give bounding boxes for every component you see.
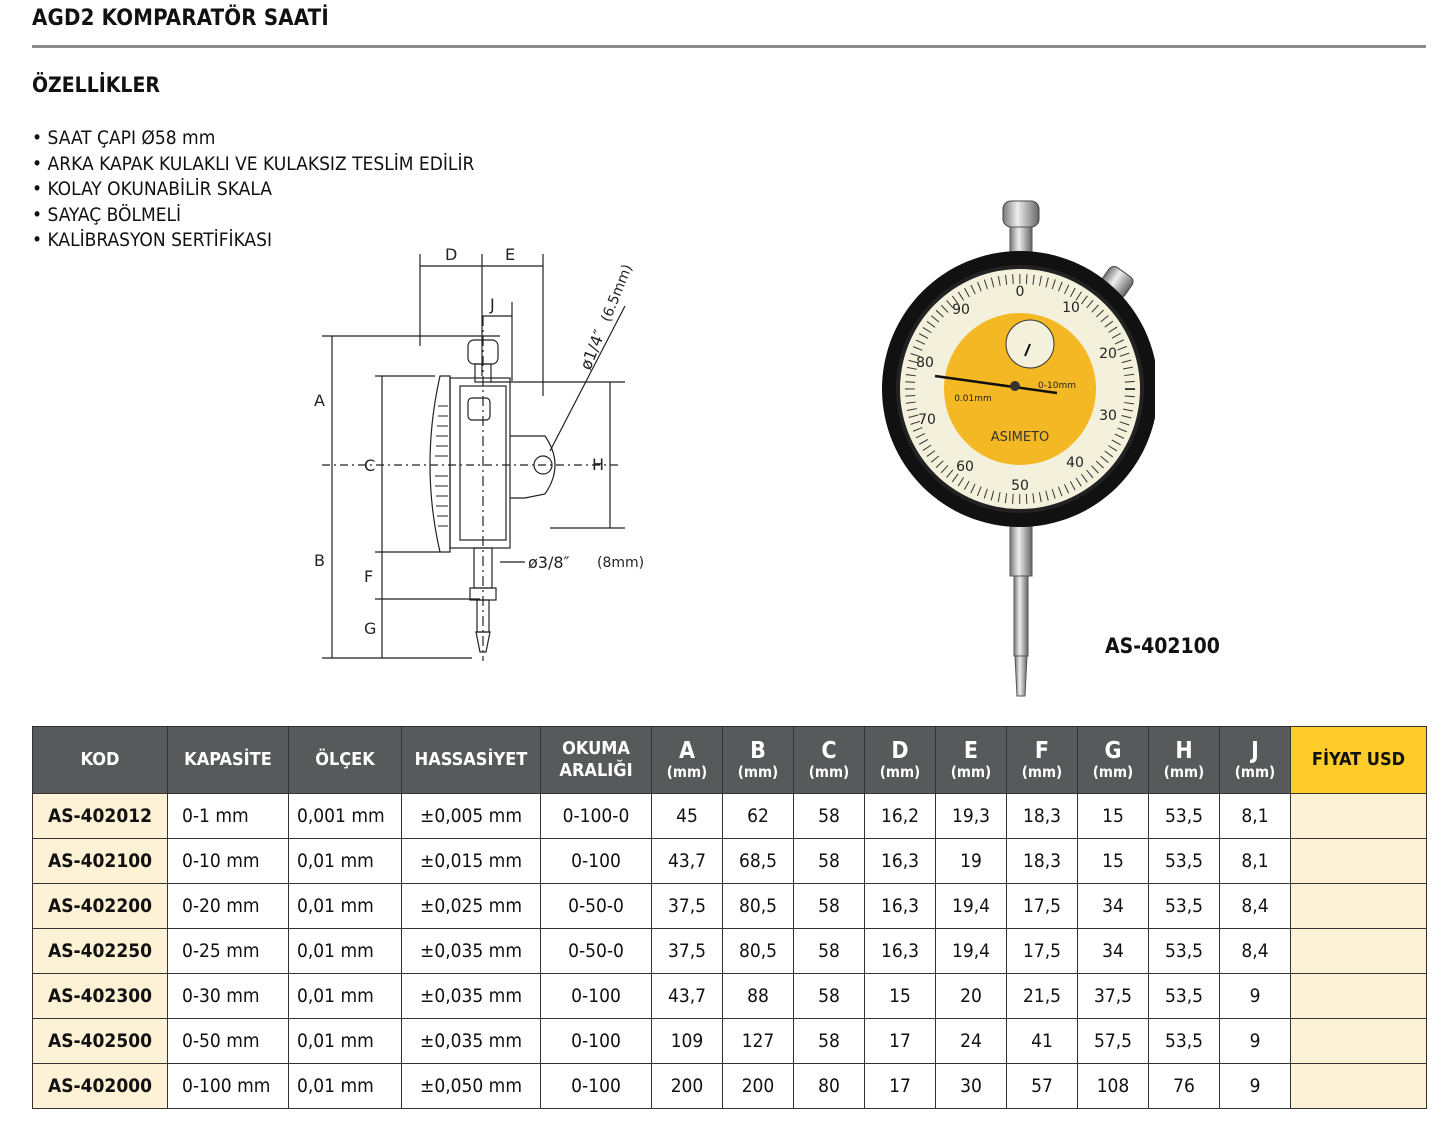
cell-e: 30 bbox=[936, 1064, 1007, 1109]
cell-g: 15 bbox=[1078, 839, 1149, 884]
feature-item: • KOLAY OKUNABİLİR SKALA bbox=[32, 177, 474, 203]
col-header-c: C (mm) bbox=[794, 727, 865, 794]
title-divider bbox=[32, 45, 1426, 48]
table-row bbox=[33, 794, 1427, 839]
table-header-row bbox=[33, 727, 1427, 794]
lug-spec: ø1/4″ bbox=[576, 326, 610, 373]
cell-b: 127 bbox=[723, 1019, 794, 1064]
cell-c: 58 bbox=[794, 884, 865, 929]
label-a: A bbox=[314, 391, 325, 410]
feature-item: • ARKA KAPAK KULAKLI VE KULAKSIZ TESLİM EDİLİR bbox=[32, 152, 474, 178]
cell-b: 62 bbox=[723, 794, 794, 839]
label-g: G bbox=[364, 619, 377, 638]
cell-olcek: 0,01 mm bbox=[289, 1064, 402, 1109]
cell-e: 19,4 bbox=[936, 884, 1007, 929]
cell-f: 17,5 bbox=[1007, 884, 1078, 929]
cell-b: 88 bbox=[723, 974, 794, 1019]
cell-okuma: 0-100 bbox=[541, 839, 652, 884]
cell-hassasiyet: ±0,035 mm bbox=[402, 974, 541, 1019]
cell-b: 200 bbox=[723, 1064, 794, 1109]
cell-kod: AS-402250 bbox=[33, 929, 168, 974]
cell-j: 8,4 bbox=[1220, 929, 1291, 974]
dimension-drawing bbox=[300, 236, 670, 666]
table-row bbox=[33, 1064, 1427, 1109]
cell-a: 37,5 bbox=[652, 929, 723, 974]
cell-a: 109 bbox=[652, 1019, 723, 1064]
cell-c: 58 bbox=[794, 929, 865, 974]
cell-olcek: 0,01 mm bbox=[289, 839, 402, 884]
cell-c: 58 bbox=[794, 1019, 865, 1064]
cell-f: 41 bbox=[1007, 1019, 1078, 1064]
page-title: AGD2 KOMPARATÖR SAATİ bbox=[32, 6, 329, 31]
cell-d: 17 bbox=[865, 1019, 936, 1064]
cell-okuma: 0-50-0 bbox=[541, 884, 652, 929]
cell-hassasiyet: ±0,005 mm bbox=[402, 794, 541, 839]
cell-e: 20 bbox=[936, 974, 1007, 1019]
cell-olcek: 0,01 mm bbox=[289, 929, 402, 974]
cell-fiyat bbox=[1291, 839, 1427, 884]
cell-h: 53,5 bbox=[1149, 794, 1220, 839]
cell-g: 57,5 bbox=[1078, 1019, 1149, 1064]
cell-kapasite: 0-100 mm bbox=[168, 1064, 289, 1109]
cell-olcek: 0,01 mm bbox=[289, 974, 402, 1019]
table-row bbox=[33, 974, 1427, 1019]
label-b: B bbox=[314, 551, 325, 570]
dial-number: 50 bbox=[1011, 478, 1029, 494]
features-heading: ÖZELLİKLER bbox=[32, 73, 160, 97]
label-f: F bbox=[364, 567, 374, 586]
cell-g: 34 bbox=[1078, 884, 1149, 929]
col-header-d: D (mm) bbox=[865, 727, 936, 794]
col-header-okuma: OKUMA ARALIĞI bbox=[541, 727, 652, 794]
cell-fiyat bbox=[1291, 884, 1427, 929]
label-d: D bbox=[445, 245, 458, 264]
feature-item: • SAYAÇ BÖLMELİ bbox=[32, 203, 474, 229]
cell-e: 19,4 bbox=[936, 929, 1007, 974]
label-c: C bbox=[364, 456, 376, 475]
cell-d: 17 bbox=[865, 1064, 936, 1109]
cell-hassasiyet: ±0,035 mm bbox=[402, 929, 541, 974]
col-header-a: A (mm) bbox=[652, 727, 723, 794]
dial-number: 80 bbox=[916, 355, 934, 371]
cell-hassasiyet: ±0,015 mm bbox=[402, 839, 541, 884]
table-row bbox=[33, 929, 1427, 974]
cell-c: 58 bbox=[794, 974, 865, 1019]
label-j: J bbox=[490, 295, 495, 314]
cell-f: 17,5 bbox=[1007, 929, 1078, 974]
col-header-j: J (mm) bbox=[1220, 727, 1291, 794]
col-header-e: E (mm) bbox=[936, 727, 1007, 794]
table-row bbox=[33, 839, 1427, 884]
feature-item: • SAAT ÇAPI Ø58 mm bbox=[32, 126, 474, 152]
cell-okuma: 0-100 bbox=[541, 1019, 652, 1064]
cell-fiyat bbox=[1291, 1019, 1427, 1064]
feature-item: • KALİBRASYON SERTİFİKASI bbox=[32, 228, 474, 254]
cell-olcek: 0,01 mm bbox=[289, 1019, 402, 1064]
product-photo bbox=[875, 196, 1155, 706]
cell-a: 43,7 bbox=[652, 839, 723, 884]
label-h: H bbox=[592, 455, 605, 474]
cell-fiyat bbox=[1291, 1064, 1427, 1109]
cell-h: 53,5 bbox=[1149, 1019, 1220, 1064]
cell-e: 24 bbox=[936, 1019, 1007, 1064]
col-header-kapasite: KAPASİTE bbox=[168, 727, 289, 794]
lug-spec-mm: (6.5mm) bbox=[598, 262, 636, 325]
table-row bbox=[33, 884, 1427, 929]
cell-e: 19,3 bbox=[936, 794, 1007, 839]
product-caption: AS-402100 bbox=[1105, 634, 1220, 658]
stem-spec-mm: (8mm) bbox=[597, 555, 645, 571]
spec-table bbox=[32, 726, 1427, 1109]
cell-g: 15 bbox=[1078, 794, 1149, 839]
col-header-h: H (mm) bbox=[1149, 727, 1220, 794]
cell-c: 58 bbox=[794, 839, 865, 884]
cell-fiyat bbox=[1291, 794, 1427, 839]
dial-number: 60 bbox=[956, 459, 974, 475]
cell-h: 53,5 bbox=[1149, 974, 1220, 1019]
stem-spec: ø3/8″ bbox=[528, 553, 570, 572]
cell-kapasite: 0-1 mm bbox=[168, 794, 289, 839]
cell-d: 15 bbox=[865, 974, 936, 1019]
col-header-g: G (mm) bbox=[1078, 727, 1149, 794]
cell-f: 18,3 bbox=[1007, 839, 1078, 884]
cell-olcek: 0,01 mm bbox=[289, 884, 402, 929]
cell-kapasite: 0-30 mm bbox=[168, 974, 289, 1019]
cell-b: 80,5 bbox=[723, 929, 794, 974]
dial-resolution: 0.01mm bbox=[954, 394, 992, 404]
dial-number: 70 bbox=[918, 412, 936, 428]
cell-kapasite: 0-25 mm bbox=[168, 929, 289, 974]
cell-d: 16,3 bbox=[865, 839, 936, 884]
dial-range: 0-10mm bbox=[1038, 381, 1076, 391]
cell-g: 37,5 bbox=[1078, 974, 1149, 1019]
cell-kod: AS-402000 bbox=[33, 1064, 168, 1109]
cell-kod: AS-402300 bbox=[33, 974, 168, 1019]
cell-j: 9 bbox=[1220, 974, 1291, 1019]
cell-f: 21,5 bbox=[1007, 974, 1078, 1019]
cell-h: 53,5 bbox=[1149, 884, 1220, 929]
cell-hassasiyet: ±0,050 mm bbox=[402, 1064, 541, 1109]
cell-kod: AS-402500 bbox=[33, 1019, 168, 1064]
cell-kod: AS-402100 bbox=[33, 839, 168, 884]
table-row bbox=[33, 1019, 1427, 1064]
cell-g: 108 bbox=[1078, 1064, 1149, 1109]
cell-okuma: 0-100 bbox=[541, 1064, 652, 1109]
cell-a: 37,5 bbox=[652, 884, 723, 929]
cell-j: 8,4 bbox=[1220, 884, 1291, 929]
cell-fiyat bbox=[1291, 929, 1427, 974]
cell-okuma: 0-50-0 bbox=[541, 929, 652, 974]
col-header-b: B (mm) bbox=[723, 727, 794, 794]
col-header-hassasiyet: HASSASİYET bbox=[402, 727, 541, 794]
col-header-fiyat: FİYAT USD bbox=[1291, 727, 1427, 794]
cell-d: 16,3 bbox=[865, 929, 936, 974]
cell-h: 53,5 bbox=[1149, 839, 1220, 884]
cell-j: 8,1 bbox=[1220, 839, 1291, 884]
cell-d: 16,2 bbox=[865, 794, 936, 839]
cell-kod: AS-402200 bbox=[33, 884, 168, 929]
cell-a: 45 bbox=[652, 794, 723, 839]
cell-c: 58 bbox=[794, 794, 865, 839]
cell-okuma: 0-100 bbox=[541, 974, 652, 1019]
cell-b: 68,5 bbox=[723, 839, 794, 884]
cell-hassasiyet: ±0,025 mm bbox=[402, 884, 541, 929]
dial-number: 0 bbox=[1015, 284, 1025, 300]
dial-number: 20 bbox=[1099, 346, 1117, 362]
cell-e: 19 bbox=[936, 839, 1007, 884]
cell-a: 200 bbox=[652, 1064, 723, 1109]
cell-j: 8,1 bbox=[1220, 794, 1291, 839]
col-header-kod: KOD bbox=[33, 727, 168, 794]
cell-d: 16,3 bbox=[865, 884, 936, 929]
dial-number: 30 bbox=[1099, 408, 1117, 424]
cell-fiyat bbox=[1291, 974, 1427, 1019]
cell-hassasiyet: ±0,035 mm bbox=[402, 1019, 541, 1064]
dial-number: 40 bbox=[1066, 455, 1084, 471]
cell-f: 18,3 bbox=[1007, 794, 1078, 839]
cell-kapasite: 0-10 mm bbox=[168, 839, 289, 884]
col-header-olcek: ÖLÇEK bbox=[289, 727, 402, 794]
cell-g: 34 bbox=[1078, 929, 1149, 974]
features-list bbox=[32, 126, 474, 254]
dial-number: 90 bbox=[952, 302, 970, 318]
label-e: E bbox=[505, 245, 516, 264]
cell-j: 9 bbox=[1220, 1019, 1291, 1064]
col-header-f: F (mm) bbox=[1007, 727, 1078, 794]
cell-kapasite: 0-50 mm bbox=[168, 1019, 289, 1064]
cell-b: 80,5 bbox=[723, 884, 794, 929]
cell-a: 43,7 bbox=[652, 974, 723, 1019]
cell-h: 76 bbox=[1149, 1064, 1220, 1109]
dial-brand: ASIMETO bbox=[990, 430, 1050, 445]
cell-h: 53,5 bbox=[1149, 929, 1220, 974]
cell-kod: AS-402012 bbox=[33, 794, 168, 839]
cell-j: 9 bbox=[1220, 1064, 1291, 1109]
cell-kapasite: 0-20 mm bbox=[168, 884, 289, 929]
cell-f: 57 bbox=[1007, 1064, 1078, 1109]
table-body bbox=[33, 794, 1427, 1109]
dial-number: 10 bbox=[1062, 300, 1080, 316]
cell-olcek: 0,001 mm bbox=[289, 794, 402, 839]
cell-okuma: 0-100-0 bbox=[541, 794, 652, 839]
cell-c: 80 bbox=[794, 1064, 865, 1109]
